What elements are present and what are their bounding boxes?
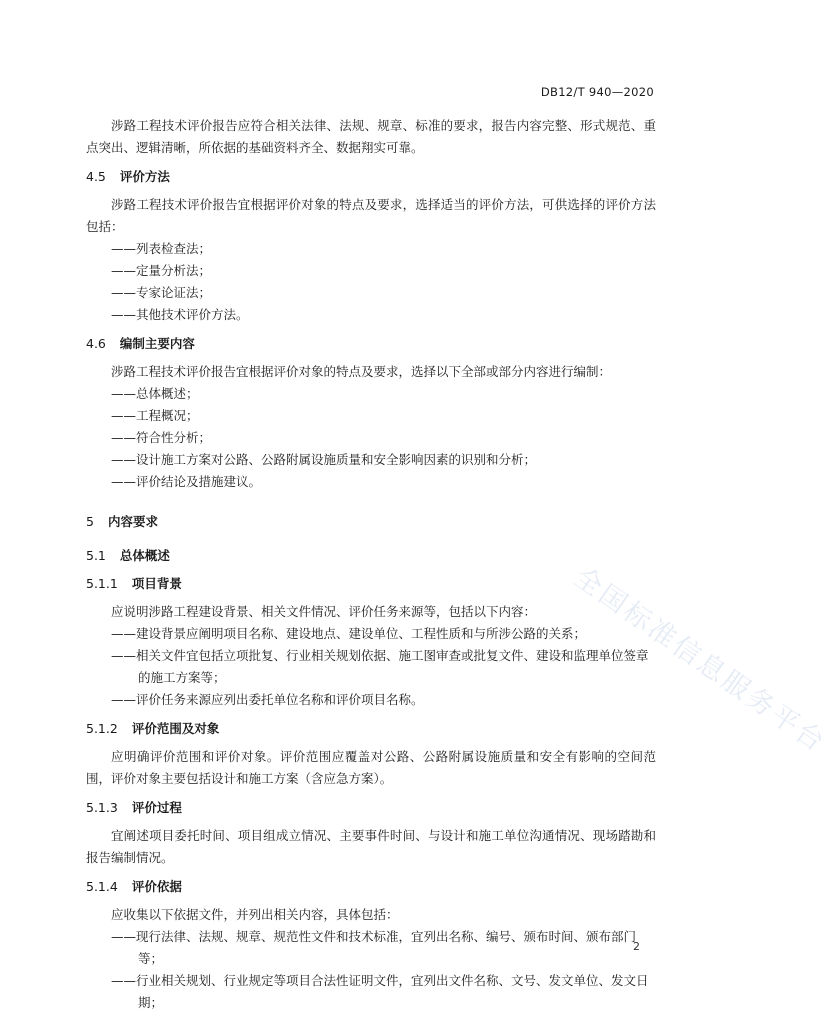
section-number: 5.1.3 xyxy=(86,800,118,815)
watermark: 全国标准信息服务平台 xyxy=(568,561,832,760)
paragraph: 应收集以下依据文件，并列出相关内容，具体包括： xyxy=(111,907,399,922)
list-item: ——定量分析法； xyxy=(111,263,212,278)
section-number: 4.6 xyxy=(86,336,106,351)
section-title: 编制主要内容 xyxy=(119,336,195,351)
section-heading-4-5 xyxy=(86,167,656,187)
section-title: 内容要求 xyxy=(107,514,158,529)
paragraph: 宜阐述项目委托时间、项目组成立情况、主要事件时间、与设计和施工单位沟通情况、现场踏勘和报告编制情况。 xyxy=(86,828,656,865)
list-item: ——设计施工方案对公路、公路附属设施质量和安全影响因素的识别和分析； xyxy=(111,452,537,467)
list-item: ——专家论证法； xyxy=(111,285,212,300)
section-heading-4-6 xyxy=(86,334,656,354)
document-body xyxy=(86,115,656,1014)
document-header: DB12/T 940—2020 xyxy=(540,85,654,99)
section-heading-5-1 xyxy=(86,546,656,566)
list-item: ——评价任务来源应列出委托单位名称和评价项目名称。 xyxy=(111,692,424,707)
section-heading-5-1-2 xyxy=(86,719,656,739)
paragraph: 应说明涉路工程建设背景、相关文件情况、评价任务来源等，包括以下内容： xyxy=(111,604,537,619)
section-number: 4.5 xyxy=(86,169,106,184)
section-number: 5.1.2 xyxy=(86,721,118,736)
paragraph: 涉路工程技术评价报告应符合相关法律、法规、规章、标准的要求，报告内容完整、形式规范、重点突出、逻辑清晰，所依据的基础资料齐全、数据翔实可靠。 xyxy=(86,118,656,155)
section-number: 5.1.4 xyxy=(86,879,118,894)
paragraph: 涉路工程技术评价报告宜根据评价对象的特点及要求，选择适当的评价方法，可供选择的评价方法包括： xyxy=(86,197,656,234)
section-title: 评价依据 xyxy=(131,879,182,894)
section-heading-5-1-1 xyxy=(86,574,656,594)
list-item: ——总体概述； xyxy=(111,386,199,401)
section-title: 项目背景 xyxy=(131,576,182,591)
chapter-heading-5 xyxy=(86,512,656,532)
paragraph: 涉路工程技术评价报告宜根据评价对象的特点及要求，选择以下全部或部分内容进行编制： xyxy=(111,364,612,379)
section-number: 5.1.1 xyxy=(86,576,118,591)
page-number: 2 xyxy=(633,940,640,953)
section-title: 评价范围及对象 xyxy=(131,721,220,736)
section-title: 总体概述 xyxy=(119,548,170,563)
paragraph: 应明确评价范围和评价对象。评价范围应覆盖对公路、公路附属设施质量和安全有影响的空间范围，评价对象主要包括设计和施工方案（含应急方案）。 xyxy=(86,749,656,786)
list-item: ——行业相关规划、行业规定等项目合法性证明文件，宜列出文件名称、文号、发文单位、发文日期； xyxy=(111,973,649,1010)
list-item: ——符合性分析； xyxy=(111,430,212,445)
list-item: ——现行法律、法规、规章、规范性文件和技术标准，宜列出名称、编号、颁布时间、颁布部门等； xyxy=(111,929,637,966)
section-heading-5-1-3 xyxy=(86,798,656,818)
section-number: 5 xyxy=(86,514,94,529)
list-item: ——工程概况； xyxy=(111,408,199,423)
list-item: ——列表检查法； xyxy=(111,241,212,256)
list-item: ——其他技术评价方法。 xyxy=(111,307,249,322)
section-heading-5-1-4 xyxy=(86,877,656,897)
section-number: 5.1 xyxy=(86,548,106,563)
list-item: ——建设背景应阐明项目名称、建设地点、建设单位、工程性质和与所涉公路的关系； xyxy=(111,626,587,641)
section-title: 评价方法 xyxy=(119,169,170,184)
list-item: ——相关文件宜包括立项批复、行业相关规划依据、施工图审查或批复文件、建设和监理单位签章的施工方案等； xyxy=(111,648,649,685)
section-title: 评价过程 xyxy=(131,800,182,815)
list-item: ——评价结论及措施建议。 xyxy=(111,474,262,489)
